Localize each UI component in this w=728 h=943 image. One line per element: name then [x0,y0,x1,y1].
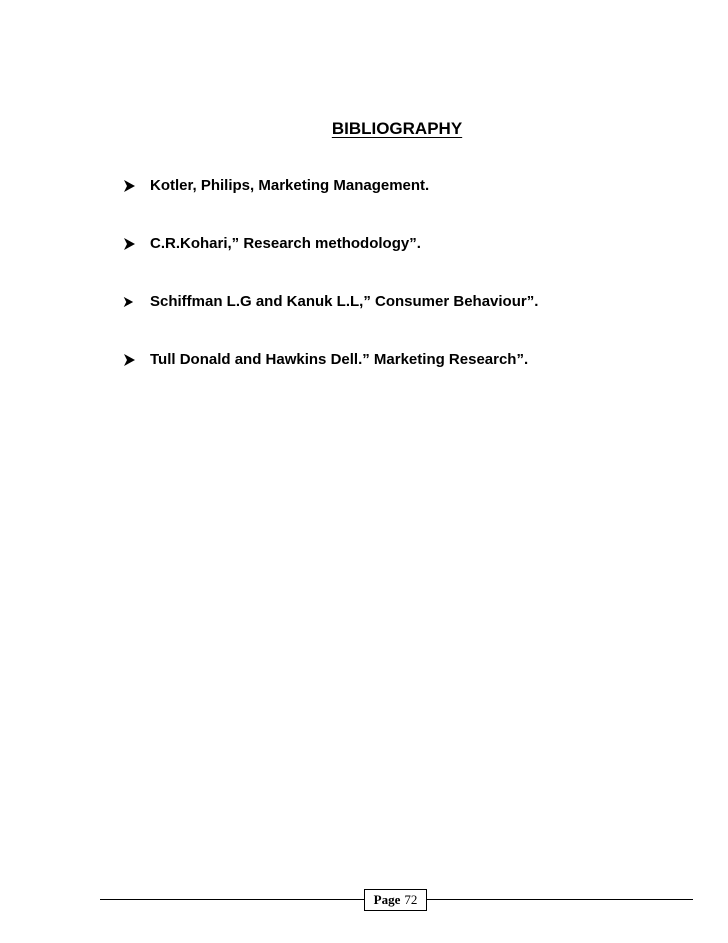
page-number: 72 [404,892,418,907]
bibliography-entry: Schiffman L.G and Kanuk L.L,” Consumer Behaviour”. [150,293,539,310]
arrowhead-bullet-icon [122,350,150,370]
footer-rule-left [100,899,364,900]
list-item [122,234,538,292]
footer-rule-right [427,899,693,900]
bibliography-entry: Tull Donald and Hawkins Dell.” Marketing Research”. [150,351,529,368]
page-title: BIBLIOGRAPHY [331,119,463,138]
arrowhead-bullet-icon [122,234,150,254]
bibliography-entry: C.R.Kohari,” Research methodology”. [150,235,421,252]
arrowhead-bullet-icon [122,176,150,196]
list-item [122,176,538,234]
arrowhead-bullet-icon [122,292,150,312]
page-label: Page [373,892,401,907]
list-item [122,292,538,350]
list-item [122,350,538,408]
bibliography-list [122,176,538,408]
bibliography-entry: Kotler, Philips, Marketing Management. [150,177,430,194]
page-number-box [364,889,427,911]
